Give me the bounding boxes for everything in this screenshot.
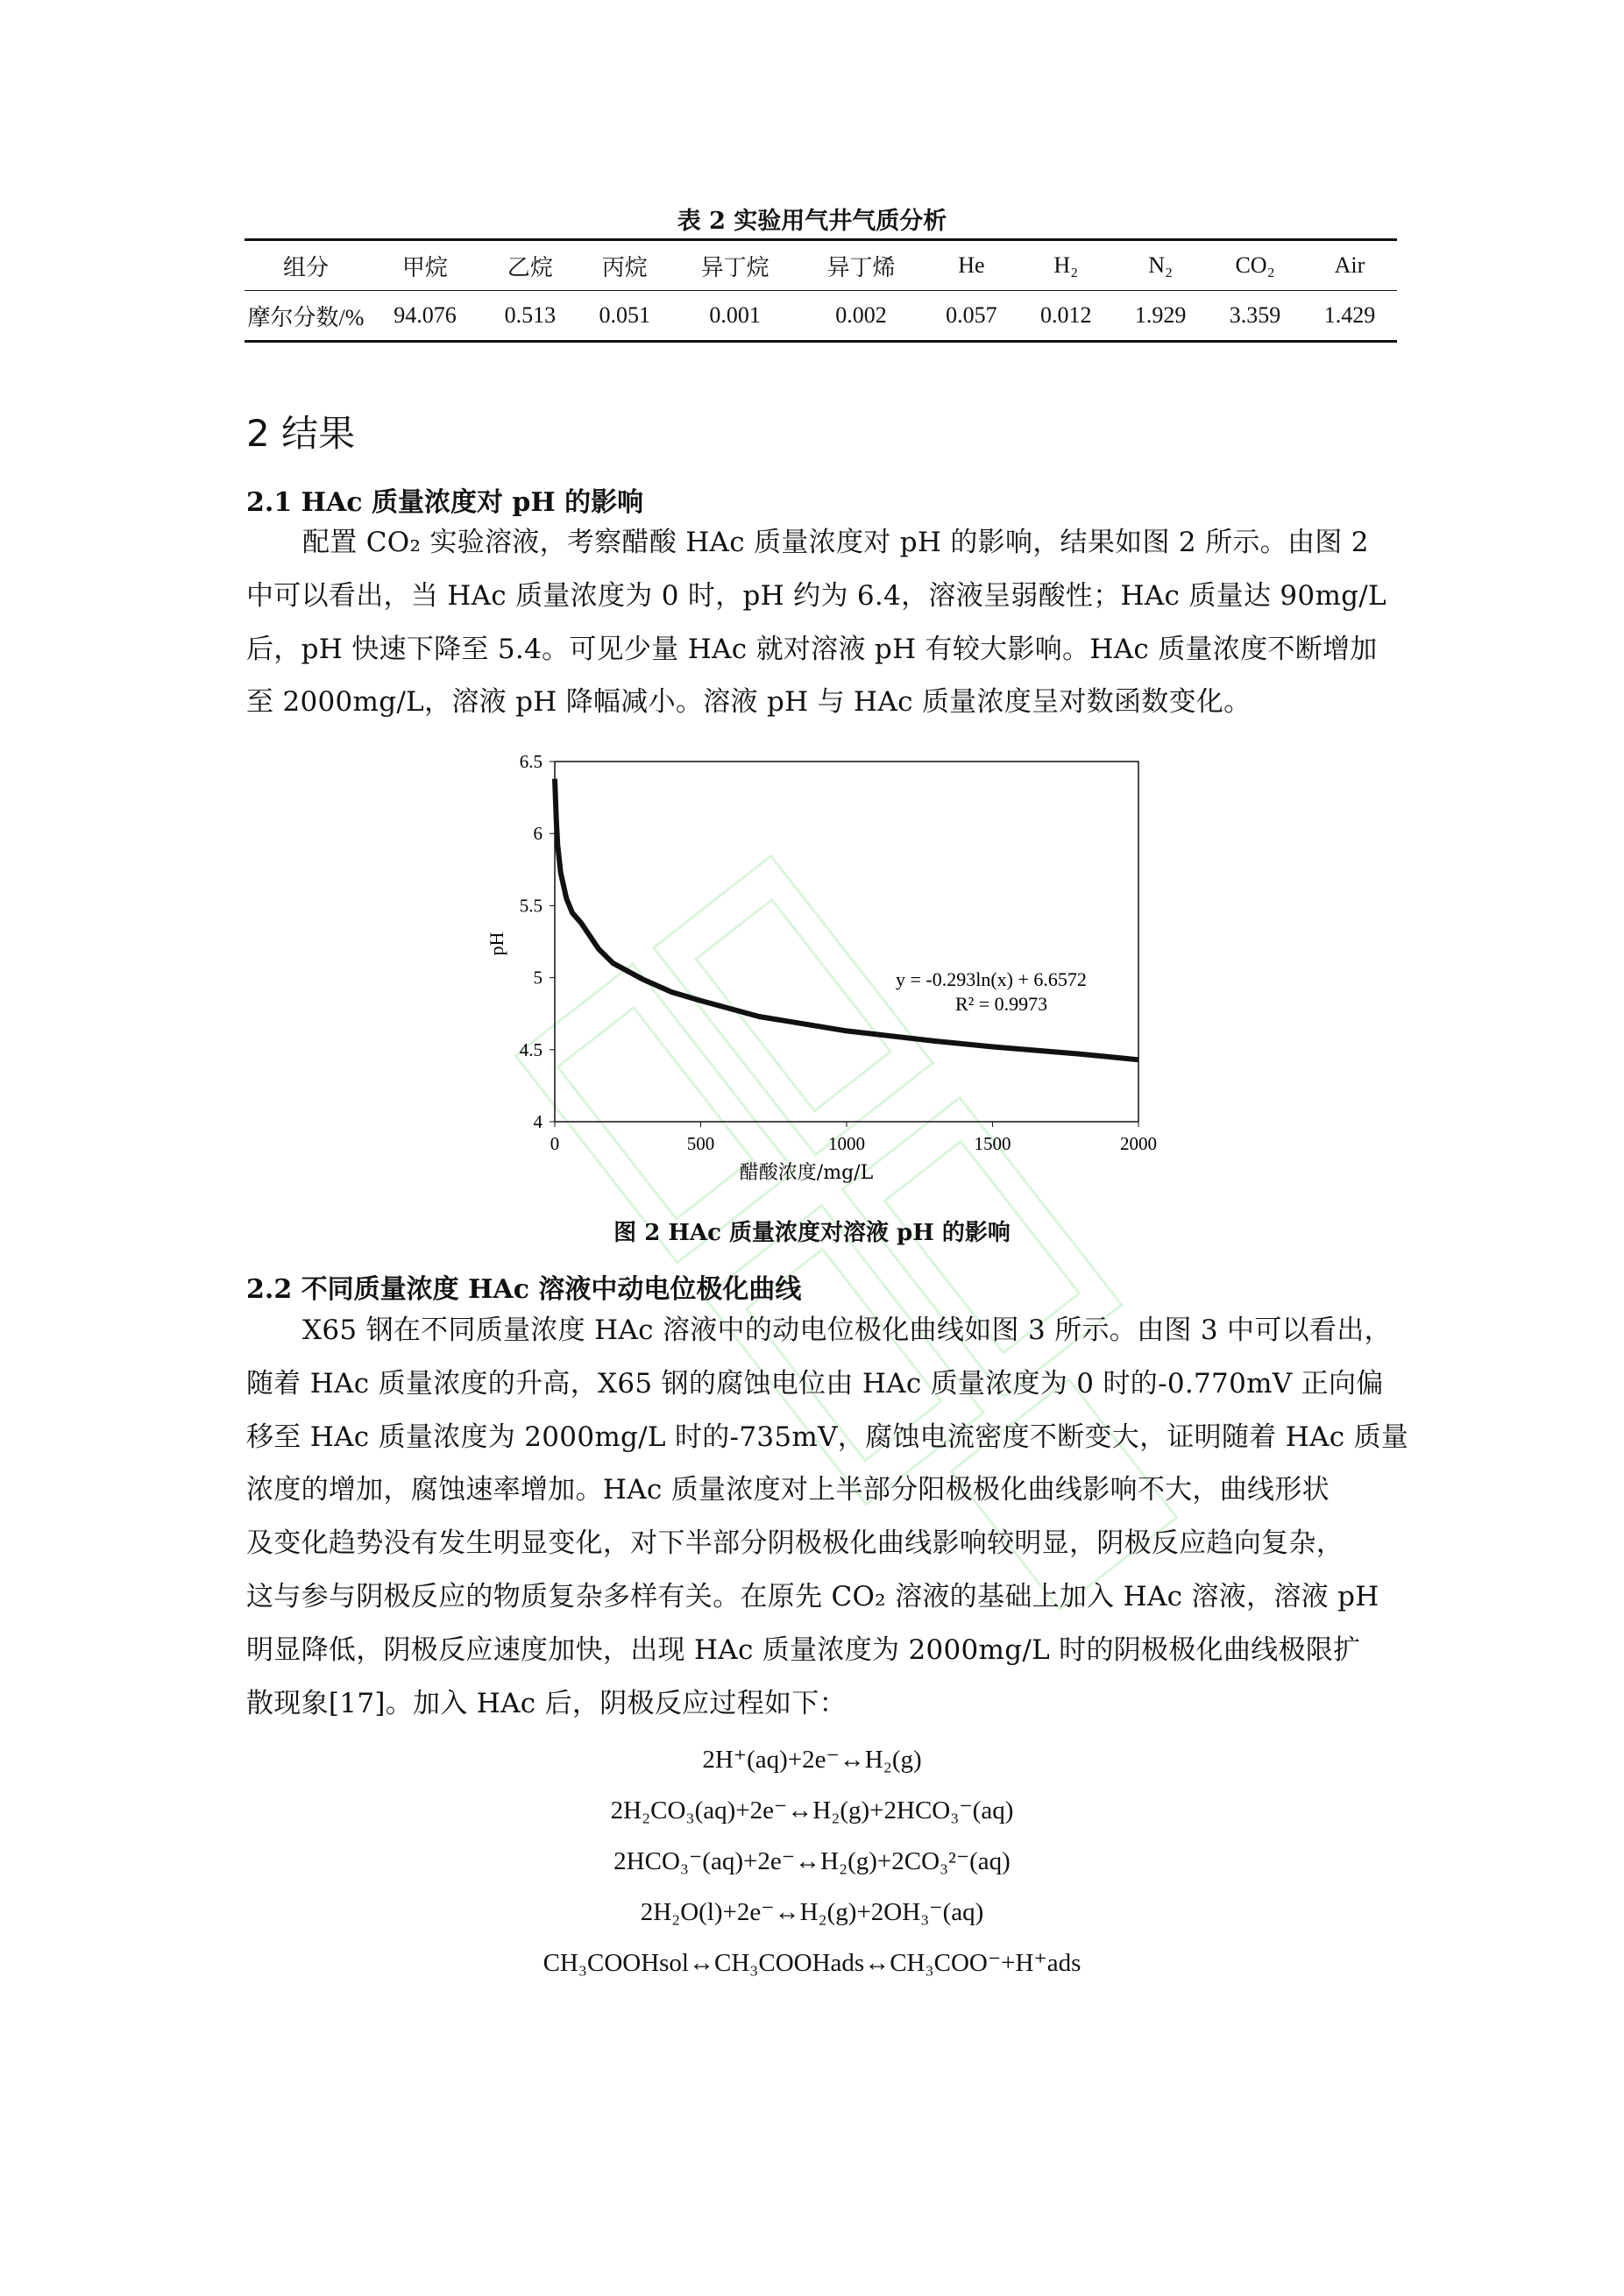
paragraph-line: 散现象[17]。加入 HAc 后，阴极反应过程如下： bbox=[246, 1687, 847, 1719]
paragraph-line: 及变化趋势没有发生明显变化，对下半部分阴极极化曲线影响较明显，阴极反应趋向复杂， bbox=[246, 1527, 1344, 1560]
x-tick-label: 2000 bbox=[1120, 1133, 1157, 1154]
paragraph-line: 明显降低，阴极反应速度加快，出现 HAc 质量浓度为 2000mg/L 时的阴极极化曲线极限扩 bbox=[246, 1633, 1361, 1666]
plot-area-frame bbox=[555, 762, 1138, 1122]
paragraph-2-2 bbox=[246, 1304, 1409, 1730]
equation: 2H⁺(aq)+2e⁻↔H₂(g) bbox=[702, 1746, 922, 1774]
table-header-cell: He bbox=[958, 252, 985, 278]
y-tick-label: 5 bbox=[533, 967, 543, 989]
paragraph-line: 移至 HAc 质量浓度为 2000mg/L 时的-735mV，腐蚀电流密度不断变大，证明随着 HAc 质量 bbox=[246, 1421, 1409, 1453]
table-header-row bbox=[245, 240, 1397, 291]
paragraph-line: 至 2000mg/L，溶液 pH 降幅减小。溶液 pH 与 HAc 质量浓度呈对数函数变化。 bbox=[246, 686, 1252, 719]
table-header-cell: 组分 bbox=[282, 254, 329, 280]
table-header-cell: H₂ bbox=[1053, 252, 1079, 278]
paragraph-line: 中可以看出，当 HAc 质量浓度为 0 时，pH 约为 6.4，溶液呈弱酸性；HAc 质量达 90mg/L bbox=[246, 579, 1386, 612]
paragraph-line: 后，pH 快速下降至 5.4。可见少量 HAc 就对溶液 pH 有较大影响。HAc 质量浓度不断增加 bbox=[246, 633, 1378, 665]
paragraph-line: 浓度的增加，腐蚀速率增加。HAc 质量浓度对上半部分阳极极化曲线影响不大，曲线形状 bbox=[246, 1474, 1330, 1506]
table-header-cell: 异丁烷 bbox=[700, 254, 769, 280]
paragraph-line: 随着 HAc 质量浓度的升高，X65 钢的腐蚀电位由 HAc 质量浓度为 0 时的-0.770mV 正向偏 bbox=[246, 1367, 1384, 1400]
y-axis-label: pH bbox=[486, 932, 507, 956]
table-title: 表 2 实验用气井气质分析 bbox=[677, 208, 947, 235]
r-squared-label: R² = 0.9973 bbox=[955, 993, 1048, 1015]
equation: CH₃COOHsol↔CH₃COOHads↔CH₃COO⁻+H⁺ads bbox=[543, 1949, 1081, 1977]
x-tick-label: 500 bbox=[686, 1133, 715, 1154]
table-header-cell: 丙烷 bbox=[601, 254, 648, 280]
table-header-cell: 异丁烯 bbox=[826, 254, 896, 280]
paragraph-line: 配置 CO₂ 实验溶液，考察醋酸 HAc 质量浓度对 pH 的影响，结果如图 2 所示。由图 2 bbox=[302, 527, 1369, 558]
table-header-cell: 甲烷 bbox=[401, 254, 448, 280]
table-cell: 0.051 bbox=[599, 302, 650, 328]
y-tick-label: 5.5 bbox=[519, 895, 543, 917]
table-header-cell: Air bbox=[1334, 252, 1365, 278]
y-tick-label: 4.5 bbox=[519, 1038, 543, 1060]
table-cell: 94.076 bbox=[394, 302, 457, 328]
y-tick-label: 6.5 bbox=[519, 751, 543, 772]
table-header-cell: N₂ bbox=[1148, 252, 1174, 278]
table-cell: 1.429 bbox=[1323, 302, 1376, 328]
table-header-cell: CO₂ bbox=[1235, 252, 1275, 278]
equation: 2H₂O(l)+2e⁻↔H₂(g)+2OH₃⁻(aq) bbox=[640, 1898, 984, 1926]
table-cell: 0.012 bbox=[1040, 302, 1092, 328]
y-tick-label: 4 bbox=[533, 1111, 543, 1132]
paragraph-line: X65 钢在不同质量浓度 HAc 溶液中的动电位极化曲线如图 3 所示。由图 3 中可以看出， bbox=[302, 1315, 1392, 1346]
trendline-equation: y = -0.293ln(x) + 6.6572 bbox=[896, 968, 1087, 990]
paragraph-line: 这与参与阴极反应的物质复杂多样有关。在原先 CO₂ 溶液的基础上加入 HAc 溶液，溶液 pH bbox=[246, 1580, 1379, 1612]
table-cell: 0.057 bbox=[946, 302, 997, 328]
figure-caption: 图 2 HAc 质量浓度对溶液 pH 的影响 bbox=[613, 1220, 1011, 1246]
gas-composition-table bbox=[245, 238, 1397, 343]
table-row bbox=[245, 291, 1397, 342]
table-cell: 3.359 bbox=[1229, 302, 1281, 328]
paragraph-2-1 bbox=[246, 516, 1386, 729]
x-tick-label: 1500 bbox=[974, 1133, 1011, 1154]
series-line bbox=[555, 779, 1138, 1060]
table-header-cell: 乙烷 bbox=[507, 254, 553, 280]
table-cell: 0.002 bbox=[835, 302, 887, 328]
x-tick-label: 1000 bbox=[828, 1133, 865, 1154]
subsection-heading-2-1: 2.1 HAc 质量浓度对 pH 的影响 bbox=[246, 487, 644, 518]
x-axis-label: 醋酸浓度/mg/L bbox=[739, 1162, 874, 1184]
equation: 2HCO₃⁻(aq)+2e⁻↔H₂(g)+2CO₃²⁻(aq) bbox=[613, 1847, 1011, 1875]
y-tick-label: 6 bbox=[533, 823, 543, 845]
subsection-heading-2-2: 2.2 不同质量浓度 HAc 溶液中动电位极化曲线 bbox=[246, 1274, 802, 1305]
ph-vs-hac-chart bbox=[486, 749, 1157, 1187]
section-heading: 2 结果 bbox=[246, 412, 356, 455]
table-cell: 1.929 bbox=[1134, 302, 1187, 328]
table-row-label: 摩尔分数/% bbox=[247, 304, 365, 330]
equation: 2H₂CO₃(aq)+2e⁻↔H₂(g)+2HCO₃⁻(aq) bbox=[610, 1796, 1014, 1825]
x-tick-label: 0 bbox=[550, 1133, 560, 1154]
table-cell: 0.513 bbox=[504, 302, 557, 328]
table-cell: 0.001 bbox=[709, 302, 761, 328]
